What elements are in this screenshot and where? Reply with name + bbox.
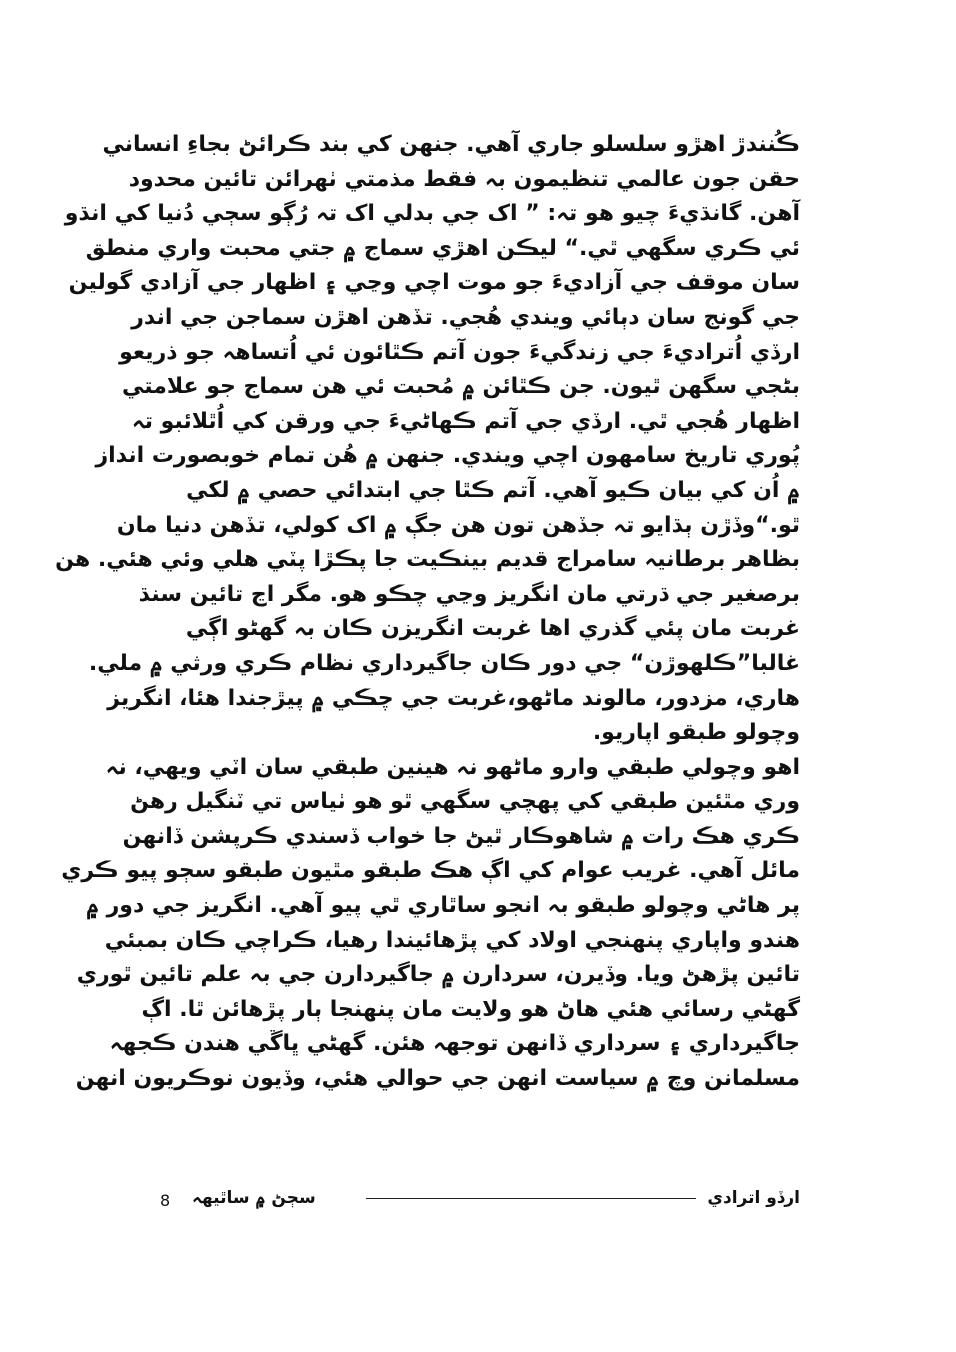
text-line: مسلمانن وچ ۾ سياست انهن جي حوالي هئي، وڏيون نوڪريون انهن [75,1066,800,1092]
text-line: وري مٿئين طبقي کي پهچي سگهي ٿو هو ٺياس تي ٽنگيل رهڻ [130,789,800,815]
text-line: وچولو طبقو اپاريو. [592,720,800,746]
text-line: پُوري تاريخ سامهون اچي ويندي. جنهن ۾ هُن تمام خوبصورت انداز [95,443,800,469]
footer-divider [366,1198,696,1199]
text-line: تائين پڙهڻ ويا. وڏيرن، سردارن ۾ جاگيردارن جي بہ علم تائين ٿوري [76,962,800,988]
text-line: مائل آهي. غريب عوام کي اڳ هڪ طبقو مٿيون طبقو سڄو پيو ڪري [61,858,800,884]
text-line: ٿو.“وڏڙن ٻڌايو تہ جڏهن تون هن جڳ ۾ اک کولي، تڏهن دنيا مان [116,512,800,538]
text-line: هندو واپاري پنهنجي اولاد کي پڙهائيندا رهيا، ڪراچي ڪان بمبئي [104,927,800,953]
text-line: ئي ڪري سگهي ٿي.“ ليڪن اهڙي سماج ۾ جتي محبت واري منطق [85,235,800,261]
text-line: حقن جون عالمي تنظيمون بہ فقط مذمتي ٺهرائن تائين محدود [128,166,800,192]
text-line: پر هاڻي وچولو طبقو بہ انجو ساٿاري ٿي پيو آهي. انگريز جي دور ۾ [86,893,800,919]
text-line: غالبا”ڪلهوڙن“ جي دور ڪان جاگيرداري نظام ڪري ورثي ۾ ملي. [88,650,800,676]
text-line: غربت مان پئي گذري اها غربت انگريزن ڪان بہ گهڻو اڳي [185,616,800,642]
text-line: سان موقف جي آزاديءَ جو موت اچي وڃي ۽ اظهار جي آزادي گولين [68,270,800,296]
text-line: آهن. گانڌيءَ چيو هو تہ: ” اک جي بدلي اک تہ رُڳو سڄي دُنيا کي انڌو [64,201,800,227]
text-line: برصغير جي ڌرتي مان انگريز وڃي چڪو هو. مگر اڃ تائين سنڌ [138,581,800,607]
text-line: بڻجي سگهن ٿيون. جن ڪٿائن ۾ مُحبت ئي هن سماج جو علامتي [121,374,800,400]
text-line: گهڻي رسائي هئي هاڻ هو ولايت مان پنهنجا ٻار پڙهائن ٿا. اڳ [141,996,800,1022]
footer-author-title: ارڏو اترادي [707,1188,800,1208]
page-footer [160,1185,800,1215]
page-number: 8 [160,1191,171,1210]
text-line: ارڏي اُترادي‌ءَ جي زندگي‌ءَ جون آتم ڪٿائون ئي اُتساهہ جو ذريعو [119,339,800,365]
footer-book-title: سڄڻ ۾ ساٿيهہ [192,1188,316,1208]
text-line: اظهار هُجي ٿي. ارڏي جي آتم ڪهاڻيءَ جي ورقن کي اُٿلائبو تہ [131,408,800,434]
text-line: جاگيرداري ۽ سرداري ڏانهن توجهہ هئن. گهڻي ڀاڱي هندن ڪجهہ [109,1031,800,1057]
text-line: ڪري هڪ رات ۾ شاهوڪار ٿيڻ جا خواب ڏسندي ڪرپشن ڏانهن [122,823,800,849]
text-line: اهو وچولي طبقي وارو ماڻهو نہ هينين طبقي سان اٽي ويهي، نہ [105,754,800,780]
text-line: ڪُنندڙ اهڙو سلسلو جاري آهي. جنهن کي بند ڪرائڻ بجاءِ انساني [102,132,800,157]
text-line: بظاهر برطانيہ سامراج قديم بينڪيت جا پڪڙا پٽي هلي وئي هئي. هن [55,547,800,573]
text-line: ۾ اُن کي بيان ڪيو آهي. آتم ڪٿا جي ابتدائي حصي ۾ لکي [186,477,800,503]
text-line: جي گونج سان دٻائي ويندي هُجي. تڏهن اهڙن سماجن جي اندر [131,304,800,330]
text-line: هاري، مزدور، مالوند ماڻهو،غربت جي چڪي ۾ پيڙجندا هئا، انگريز [107,685,800,711]
body-text [55,128,800,1097]
